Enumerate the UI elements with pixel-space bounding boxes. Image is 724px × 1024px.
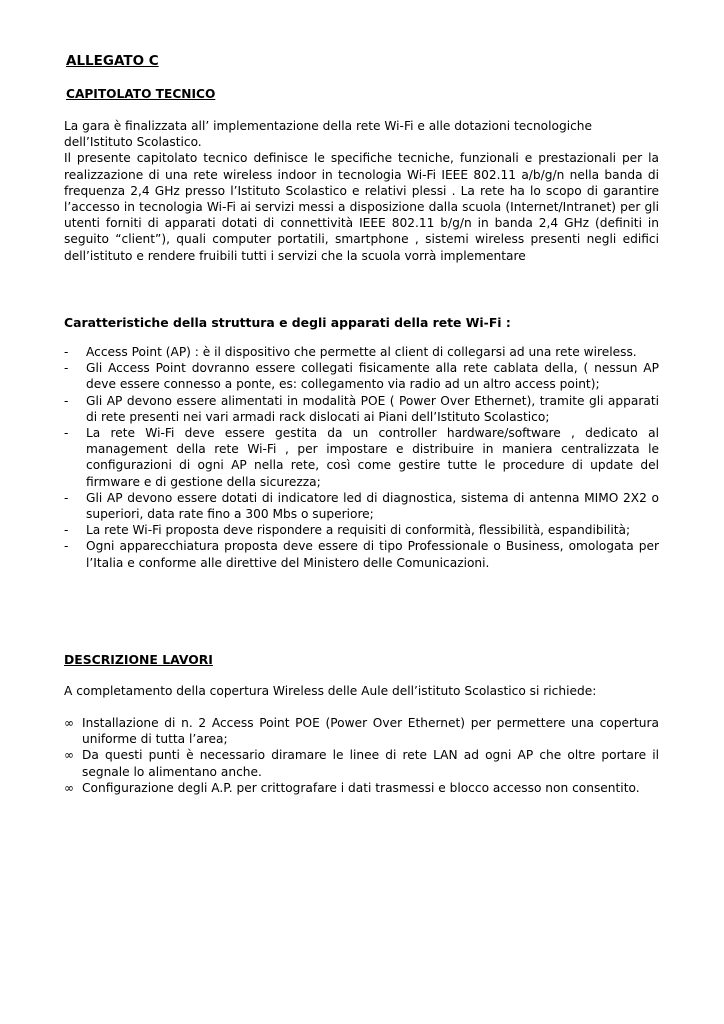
caratteristiche-heading: Caratteristiche della struttura e degli apparati della rete Wi-Fi : [64, 315, 511, 330]
list-item-text: Configurazione degli A.P. per crittografare i dati trasmessi e blocco accesso non consentito. [82, 780, 640, 795]
list-dash: - [64, 361, 69, 376]
allegato-heading: ALLEGATO C [66, 53, 159, 69]
list-item [64, 490, 659, 522]
infinity-bullet-icon: ∞ [64, 748, 74, 763]
list-dash: - [64, 490, 69, 505]
list-dash: - [64, 426, 69, 441]
list-item [64, 522, 659, 538]
list-dash: - [64, 539, 69, 554]
descrizione-heading: DESCRIZIONE LAVORI [64, 652, 213, 667]
intro-paragraph-2: Il presente capitolato tecnico definisce le specifiche tecniche, funzionali e prestazionali per la realizzazione di una rete wireless indoor in tecnologia Wi-Fi IEEE 802.11 a/b/g/n nella banda di frequenza 2,4 GHz presso l’Istituto Scolastico e relativi plessi . La rete ha lo scopo di garantire l’accesso in tecnologia Wi-Fi ai servizi messi a disposizione dalla scuola (Internet/Intranet) per gli utenti forniti di apparati dotati di connettività IEEE 802.11 b/g/n in banda 2,4 GHz (definiti in seguito “client”), quali computer portatili, smartphone , sistemi wireless presenti negli edifici dell’istituto e rendere fruibili tutti i servizi che la scuola vorrà implementare [64, 151, 659, 263]
list-item-text: Ogni apparecchiatura proposta deve essere di tipo Professionale o Business, omologata per l’Italia e conforme alle direttive del Ministero delle Comunicazioni. [86, 539, 659, 570]
list-item [64, 360, 659, 392]
infinity-bullet-icon: ∞ [64, 716, 74, 730]
list-dash: - [64, 393, 69, 408]
list-item [64, 780, 659, 796]
list-item [64, 393, 659, 425]
list-item-text: Access Point (AP) : è il dispositivo che permette al client di collegarsi ad una rete wireless. [86, 345, 637, 359]
list-dash: - [64, 345, 69, 359]
list-item-text: La rete Wi-Fi proposta deve rispondere a requisiti di conformità, flessibilità, espandibilità; [86, 523, 631, 538]
list-item-text: Gli AP devono essere dotati di indicatore led di diagnostica, sistema di antenna MIMO 2X2 o superiori, data rate fino a 300 Mbs o superiore; [86, 490, 659, 522]
list-item [64, 344, 659, 360]
list-dash: - [64, 523, 69, 538]
list-item [64, 715, 659, 747]
intro-section [64, 118, 659, 264]
list-item-text: Gli Access Point dovranno essere collegati fisicamente alla rete cablata della, ( nessun AP deve essere connesso a ponte, es: collegamento via radio ad un altro access point); [86, 361, 659, 392]
intro-paragraph-1: La gara è finalizzata all’ implementazione della rete Wi-Fi e alle dotazioni tecnologiche dell’Istituto Scolastico. [64, 119, 593, 150]
descrizione-intro: A completamento della copertura Wireless delle Aule dell’istituto Scolastico si richiede: [64, 684, 597, 698]
infinity-bullet-icon: ∞ [64, 780, 74, 795]
list-item [64, 538, 659, 570]
list-item [64, 425, 659, 490]
list-item [64, 747, 659, 779]
list-item-text: Gli AP devono essere alimentati in modalità POE ( Power Over Ethernet), tramite gli apparati di rete presenti nei vari armadi rack dislocati ai Piani dell’Istituto Scolastico; [86, 393, 659, 424]
list-item-text: Installazione di n. 2 Access Point POE (Power Over Ethernet) per permettere una copertura uniforme di tutta l’area; [82, 716, 659, 747]
capitolato-heading: CAPITOLATO TECNICO [66, 87, 216, 101]
descrizione-list [64, 715, 659, 796]
list-item-text: La rete Wi-Fi deve essere gestita da un controller hardware/software , dedicato al management della rete Wi-Fi , per impostare e distribuire in maniera centralizzata le configurazioni di ogni AP nella rete, così come gestire tutte le procedure di update del firmware e di gestione della sicurezza; [86, 426, 659, 489]
caratteristiche-list [64, 344, 659, 571]
list-item-text: Da questi punti è necessario diramare le linee di rete LAN ad ogni AP che oltre portare il segnale lo alimentano anche. [82, 748, 659, 779]
